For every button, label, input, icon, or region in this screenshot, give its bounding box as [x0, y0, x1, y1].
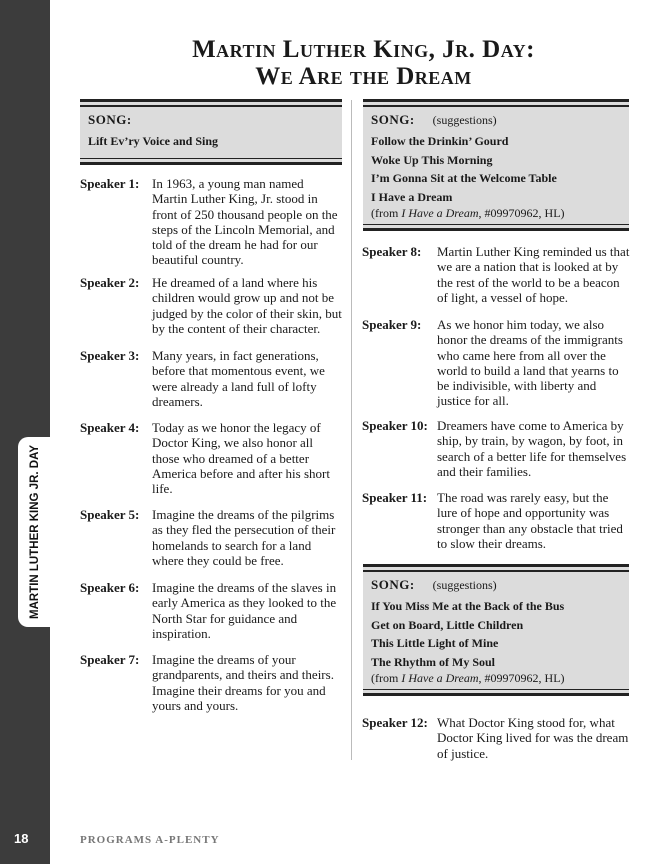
speaker-text: He dreamed of a land where his children would grow up and not be judged by the color of their skin, but by the content of their character.	[152, 275, 342, 336]
source-title: I Have a Dream	[401, 671, 479, 685]
song-note: (suggestions)	[432, 113, 497, 127]
section-tab	[18, 437, 52, 627]
footer-title: PROGRAMS A-PLENTY	[80, 834, 220, 846]
song-box-1	[80, 99, 342, 165]
speaker-label: Speaker 9:	[362, 317, 422, 332]
speaker-label: Speaker 2:	[80, 275, 140, 290]
song-note: (suggestions)	[432, 578, 497, 592]
source-title: I Have a Dream	[401, 206, 479, 220]
song-heading	[371, 112, 621, 128]
speaker-text: As we honor him today, we also honor the dreams of the immigrants who came here from all over the world to build a land that yearns to be indivisible, with liberty and justice for all.	[437, 317, 623, 409]
speaker-text: The road was rarely easy, but the lure of hope and opportunity was stronger than any obstacle that tried to slow their dreams.	[437, 490, 623, 551]
song-heading-label: SONG:	[371, 577, 415, 592]
song-title: Get on Board, Little Children	[371, 617, 524, 632]
speaker-entry	[80, 507, 342, 568]
speaker-label: Speaker 10:	[362, 418, 428, 433]
speaker-entry	[362, 244, 630, 305]
song-title: Lift Ev’ry Voice and Sing	[88, 134, 219, 148]
source-post: , #09970962, HL)	[478, 671, 565, 685]
speaker-entry	[80, 420, 342, 496]
speaker-entry	[362, 715, 630, 761]
title-line-2: We Are the Dream	[255, 63, 472, 90]
column-divider	[351, 100, 352, 760]
speaker-label: Speaker 1:	[80, 176, 140, 191]
song-title: Follow the Drinkin’ Gourd	[371, 134, 509, 148]
speaker-entry	[80, 275, 342, 336]
speaker-label: Speaker 12:	[362, 715, 428, 730]
song-source	[371, 206, 621, 220]
speaker-entry	[80, 176, 342, 268]
song-title: If You Miss Me at the Back of the Bus	[371, 599, 565, 613]
sidebar-band	[0, 0, 50, 864]
speaker-entry	[362, 418, 630, 479]
source-post: , #09970962, HL)	[478, 206, 565, 220]
song-title: This Little Light of Mine	[371, 636, 499, 650]
speaker-entry	[362, 490, 630, 551]
song-source	[371, 671, 621, 685]
song-heading	[371, 577, 621, 593]
speaker-text: Imagine the dreams of the pilgrims as they fled the persecution of their homelands to search for a land where they could be free.	[152, 507, 336, 568]
speaker-text: In 1963, a young man named Martin Luther King, Jr. stood in front of 250 thousand people on the steps of the Lincoln Memorial, and told of the dream he had for our beautiful country.	[152, 176, 338, 268]
speaker-label: Speaker 5:	[80, 507, 140, 522]
speaker-entry	[80, 580, 342, 641]
speaker-text: Imagine the dreams of your grandparents, and theirs and theirs. Imagine their dreams for you and yours and yours.	[152, 652, 334, 713]
page-number: 18	[14, 831, 29, 846]
song-box-3	[363, 564, 629, 696]
speaker-entry	[80, 652, 342, 713]
speaker-text: Martin Luther King reminded us that we are a nation that is looked at by the rest of the world to be a beacon of light, a vessel of hope.	[437, 244, 630, 305]
title-line-1: Martin Luther King, Jr. Day:	[192, 36, 535, 63]
song-title: Woke Up This Morning	[371, 152, 493, 167]
song-box-2	[363, 99, 629, 231]
speaker-label: Speaker 7:	[80, 652, 140, 667]
source-pre: (from	[371, 671, 402, 685]
song-heading-label: SONG:	[371, 112, 415, 127]
speaker-text: Imagine the dreams of the slaves in early America as they looked to the North Star for guidance and inspiration.	[152, 580, 337, 641]
speaker-entry	[362, 317, 630, 409]
song-title: I’m Gonna Sit at the Welcome Table	[371, 171, 557, 185]
page-title	[60, 36, 667, 90]
speaker-label: Speaker 8:	[362, 244, 422, 259]
speaker-label: Speaker 3:	[80, 348, 140, 363]
speaker-text: Many years, in fact generations, before that momentous event, we were already a land full of lofty dreamers.	[152, 348, 325, 409]
speaker-text: Today as we honor the legacy of Doctor King, we also honor all those who dreamed of a better America before and after his short life.	[152, 420, 330, 497]
speaker-label: Speaker 4:	[80, 420, 140, 435]
speaker-text: Dreamers have come to America by ship, by train, by wagon, by foot, in search of a better life for themselves and their families.	[437, 418, 627, 479]
song-title: The Rhythm of My Soul	[371, 654, 496, 669]
speaker-label: Speaker 6:	[80, 580, 140, 595]
speaker-entry	[80, 348, 342, 409]
speaker-label: Speaker 11:	[362, 490, 428, 505]
song-title: I Have a Dream	[371, 189, 453, 204]
source-pre: (from	[371, 206, 402, 220]
speaker-text: What Doctor King stood for, what Doctor King lived for was the dream of justice.	[437, 715, 629, 761]
song-heading: SONG:	[88, 112, 132, 127]
section-tab-label: MARTIN LUTHER KING JR. DAY	[29, 445, 41, 619]
